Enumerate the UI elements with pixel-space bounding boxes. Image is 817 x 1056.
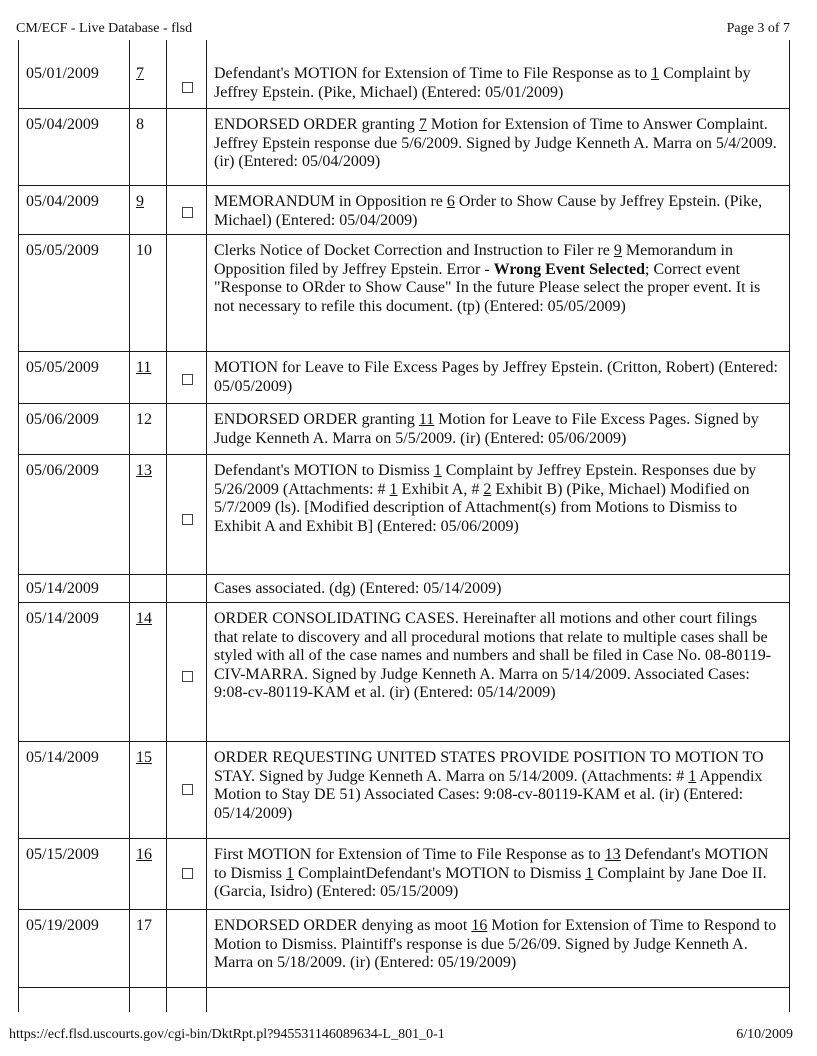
attachment-link[interactable]: 1 <box>688 767 697 785</box>
select-checkbox[interactable] <box>182 207 193 218</box>
select-checkbox[interactable] <box>182 784 193 795</box>
row-rule <box>18 108 790 109</box>
entry-text: ENDORSED ORDER granting 7 Motion for Extension of Time to Answer Complaint. Jeffrey Epstein response due 5/6/2009. Signed by Judge Kenneth A. Marra on 5/4/2009. (ir) (Entered: 05/04/2009) <box>214 116 777 170</box>
entry-date: 05/06/2009 <box>26 411 99 428</box>
print-date: 6/10/2009 <box>736 1027 793 1042</box>
row-rule <box>18 185 790 186</box>
entry-text: Defendant's MOTION for Extension of Time to File Response as to 1 Complaint by Jeffrey Epstein. (Pike, Michael) (Entered: 05/01/2009) <box>214 65 751 101</box>
select-checkbox[interactable] <box>182 374 193 385</box>
entry-text: First MOTION for Extension of Time to File Response as to 13 Defendant's MOTION to Dismiss 1 ComplaintDefendant's MOTION to Dismiss 1 Complaint by Jane Doe II. (Garcia, Isidro) (Entered: 05/15/2009) <box>214 846 769 900</box>
entry-number-link[interactable]: 14 <box>136 610 152 627</box>
entry-date: 05/01/2009 <box>26 65 99 82</box>
select-checkbox[interactable] <box>182 868 193 879</box>
entry-date: 05/04/2009 <box>26 193 99 210</box>
row-rule <box>18 602 790 603</box>
entry-number-link[interactable]: 16 <box>136 846 152 863</box>
entry-number-link[interactable]: 13 <box>136 462 152 479</box>
entry-number: 12 <box>136 411 152 428</box>
entry-text: MOTION for Leave to File Excess Pages by Jeffrey Epstein. (Critton, Robert) (Entered: 05/05/2009) <box>214 359 778 395</box>
page-number: Page 3 of 7 <box>726 21 790 36</box>
entry-text: Defendant's MOTION to Dismiss 1 Complaint by Jeffrey Epstein. Responses due by 5/26/2009 (Attachments: # 1 Exhibit A, # 2 Exhibit B) (Pike, Michael) Modified on 5/7/2009 (ls). [Modified description of Attachment(s) from Motions to Dismiss to Exhibit A and Exhibit B] (Entered: 05/06/2009) <box>214 462 757 535</box>
row-rule <box>18 838 790 839</box>
doc-link[interactable]: 16 <box>471 917 488 934</box>
entry-date: 05/04/2009 <box>26 116 99 133</box>
entry-number: 10 <box>136 242 152 259</box>
select-checkbox[interactable] <box>182 82 193 93</box>
row-rule <box>18 909 790 910</box>
doc-link[interactable]: 1 <box>433 462 442 479</box>
entry-text: Clerks Notice of Docket Correction and Instruction to Filer re 9 Memorandum in Opposition filed by Jeffrey Epstein. Error - Wrong Event Selected; Correct event "Response to ORder to Show Cause" In the future Please select the proper event. It is not necessary to refile this document. (tp) (Entered: 05/05/2009) <box>214 242 761 315</box>
page-url: https://ecf.flsd.uscourts.gov/cgi-bin/DktRpt.pl?945531146089634-L_801_0-1 <box>9 1027 445 1042</box>
entry-date: 05/05/2009 <box>26 359 99 376</box>
select-checkbox[interactable] <box>182 514 193 525</box>
row-rule <box>18 987 790 988</box>
entry-text: ENDORSED ORDER denying as moot 16 Motion for Extension of Time to Respond to Motion to Dismiss. Plaintiff's response is due 5/26/09. Signed by Judge Kenneth A. Marra on 5/18/2009. (ir) (Entered: 05/19/2009) <box>214 917 777 971</box>
row-rule <box>18 403 790 404</box>
entry-text: ORDER CONSOLIDATING CASES. Hereinafter all motions and other court filings that relate to discovery and all procedural motions that relate to multiple cases shall be styled with all of the case names and numbers and shall be filed in Case No. 08-80119-CIV-MARRA. Signed by Judge Kenneth A. Marra on 5/14/2009. Associated Cases: 9:08-cv-80119-KAM et al. (ir) (Entered: 05/14/2009) <box>214 610 772 701</box>
doc-link[interactable]: 13 <box>604 846 621 863</box>
entry-text: Cases associated. (dg) (Entered: 05/14/2009) <box>214 580 502 597</box>
entry-number: 17 <box>136 917 152 934</box>
row-rule <box>18 741 790 742</box>
doc-link[interactable]: 9 <box>613 242 622 259</box>
doc-link[interactable]: 11 <box>418 411 435 428</box>
entry-date: 05/06/2009 <box>26 462 99 479</box>
doc-link[interactable]: 7 <box>418 116 427 133</box>
entry-date: 05/14/2009 <box>26 580 99 597</box>
row-rule <box>18 454 790 455</box>
entry-number-link[interactable]: 11 <box>136 359 152 376</box>
row-rule <box>18 351 790 352</box>
row-rule <box>18 574 790 575</box>
entry-text: ENDORSED ORDER granting 11 Motion for Leave to File Excess Pages. Signed by Judge Kenneth A. Marra on 5/5/2009. (ir) (Entered: 05/06/2009) <box>214 411 759 447</box>
attachment-link[interactable]: 2 <box>483 480 492 498</box>
entry-number-link[interactable]: 9 <box>136 193 144 210</box>
doc-link[interactable]: 1 <box>286 864 295 882</box>
entry-number-link[interactable]: 7 <box>136 65 144 82</box>
select-checkbox[interactable] <box>182 671 193 682</box>
page-header-title: CM/ECF - Live Database - flsd <box>16 21 193 36</box>
entry-date: 05/14/2009 <box>26 749 99 766</box>
doc-link[interactable]: 6 <box>446 193 455 210</box>
doc-link[interactable]: 1 <box>585 864 594 882</box>
entry-date: 05/19/2009 <box>26 917 99 934</box>
entry-number: 8 <box>136 116 144 133</box>
entry-date: 05/14/2009 <box>26 610 99 627</box>
entry-text: MEMORANDUM in Opposition re 6 Order to Show Cause by Jeffrey Epstein. (Pike, Michael) (Entered: 05/04/2009) <box>214 193 763 229</box>
entry-date: 05/15/2009 <box>26 846 99 863</box>
entry-text: ORDER REQUESTING UNITED STATES PROVIDE POSITION TO MOTION TO STAY. Signed by Judge Kenneth A. Marra on 5/14/2009. (Attachments: # 1 Appendix Motion to Stay DE 51) Associated Cases: 9:08-cv-80119-KAM et al. (ir) (Entered: 05/14/2009) <box>214 749 764 822</box>
attachment-link[interactable]: 1 <box>389 480 398 498</box>
row-rule <box>18 234 790 235</box>
entry-date: 05/05/2009 <box>26 242 99 259</box>
doc-link[interactable]: 1 <box>651 65 660 82</box>
entry-number-link[interactable]: 15 <box>136 749 152 766</box>
